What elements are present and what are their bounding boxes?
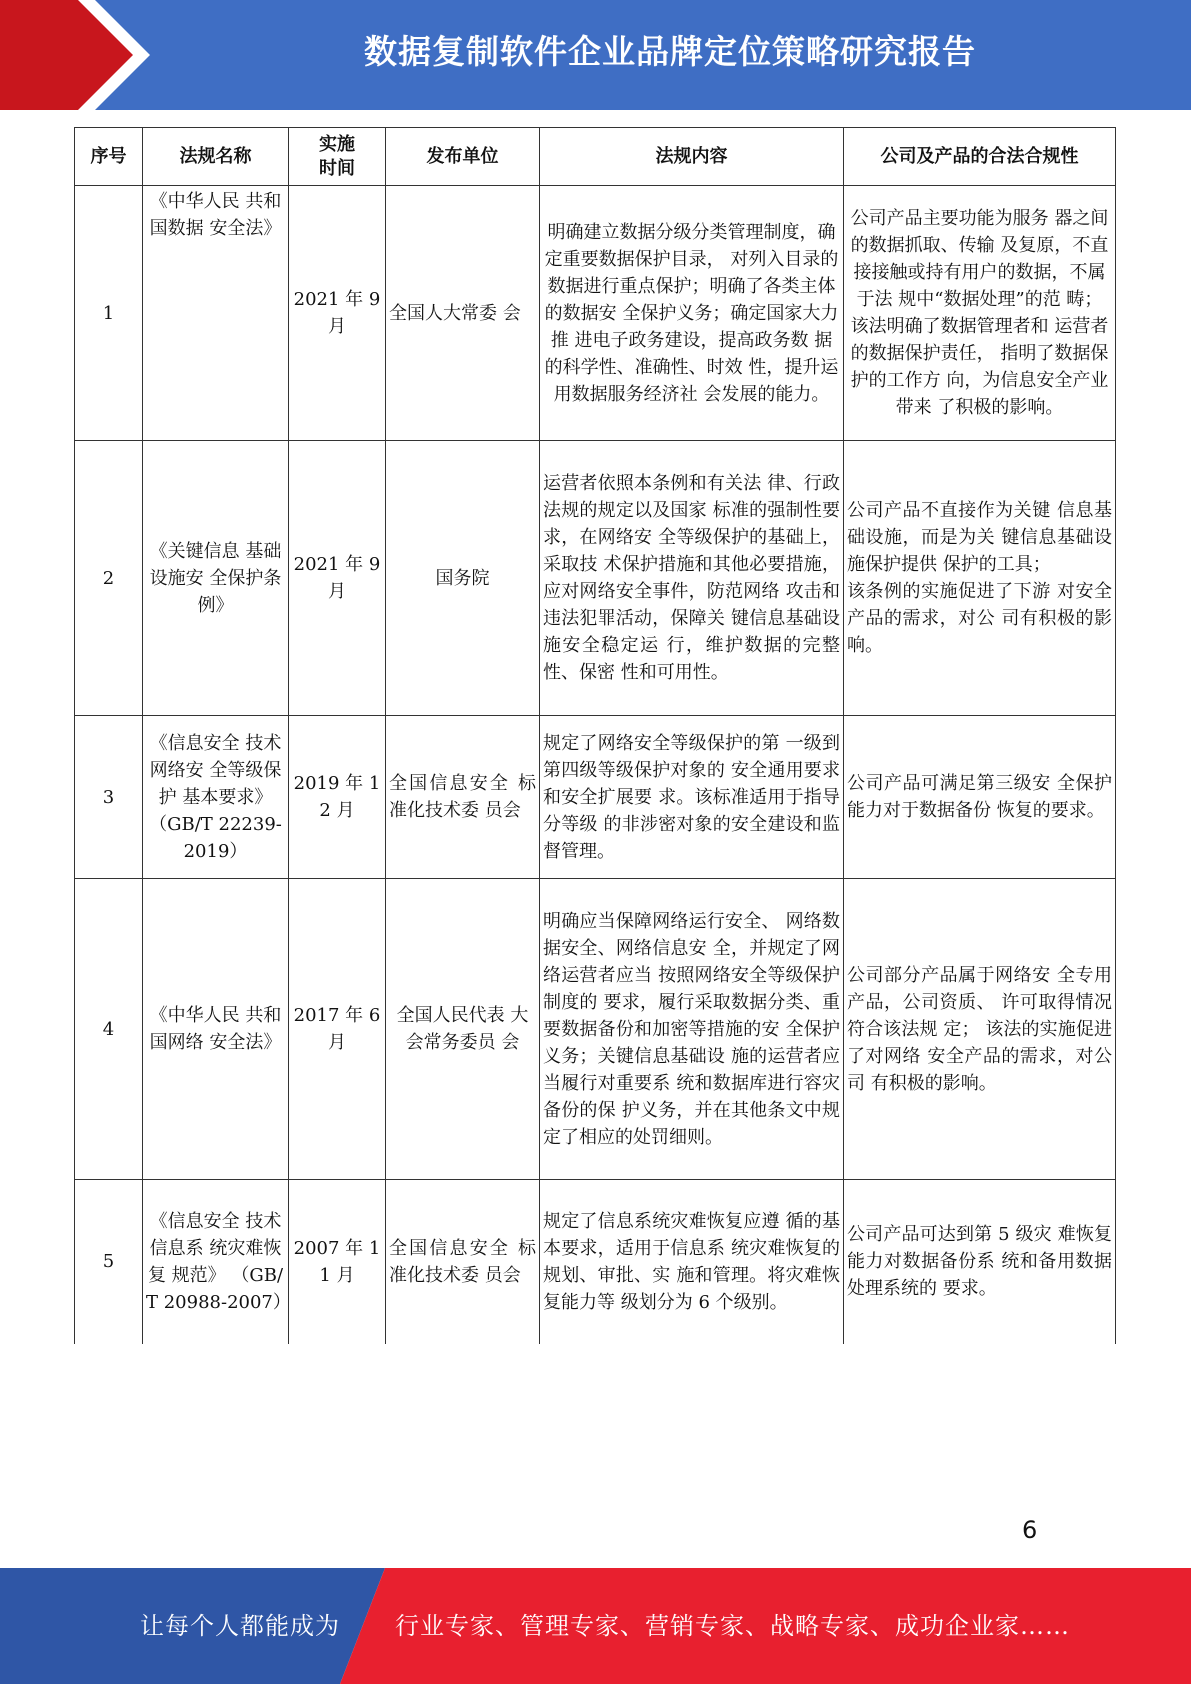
row-name: 《信息安全 技术网络安 全等级保护 基本要求》 （GB/T 22239-2019）: [143, 716, 289, 879]
table-row: [75, 1180, 1116, 1344]
row-issuer: 全国信息安全 标准化技术委 员会: [386, 1180, 540, 1344]
row-issuer: 国务院: [386, 441, 540, 716]
column-header-no: 序号: [75, 128, 143, 186]
table-row: [75, 441, 1116, 716]
column-header-date: [289, 128, 386, 186]
table-header-row: [75, 128, 1116, 186]
row-content: 规定了信息系统灾难恢复应遵 循的基本要求，适用于信息系 统灾难恢复的规划、审批、实 施和管理。将灾难恢复能力等 级划分为 6 个级别。: [540, 1180, 844, 1344]
row-compliance: [844, 441, 1116, 716]
table-row: [75, 186, 1116, 441]
row-no: 3: [75, 716, 143, 879]
footer-slogan-right: 行业专家、管理专家、营销专家、战略专家、成功企业家……: [395, 1612, 1070, 1640]
row-date: 2007 年 11 月: [289, 1180, 386, 1344]
row-name: 《中华人民 共和国网络 安全法》: [143, 879, 289, 1180]
column-header-compliance: 公司及产品的合法合规性: [844, 128, 1116, 186]
header-arrow-decoration: [0, 0, 150, 110]
footer-slogan-left: 让每个人都能成为: [140, 1612, 340, 1640]
row-content: 规定了网络安全等级保护的第 一级到第四级等级保护对象的 安全通用要求和安全扩展要 求。该标准适用于指导分等级 的非涉密对象的安全建设和监 督管理。: [540, 716, 844, 879]
regulations-table: [74, 127, 1116, 1344]
row-compliance: 公司产品可满足第三级安 全保护能力对于数据备份 恢复的要求。: [844, 716, 1116, 879]
row-issuer: 全国信息安全 标准化技术委 员会: [386, 716, 540, 879]
table-row: [75, 716, 1116, 879]
row-compliance-text: 公司产品不直接作为关键 信息基础设施，而是为关 键信息基础设施保护提供 保护的工具； 该条例的实施促进了下游 对安全产品的需求，对公 司有积极的影响。: [847, 500, 1112, 656]
row-compliance: 公司部分产品属于网络安 全专用产品，公司资质、 许可取得情况符合该法规 定； 该法的实施促进了对网络 安全产品的需求，对公司 有积极的影响。: [844, 879, 1116, 1180]
column-header-content: 法规内容: [540, 128, 844, 186]
row-no: 4: [75, 879, 143, 1180]
row-content: 明确应当保障网络运行安全、 网络数据安全、网络信息安 全，并规定了网络运营者应当 按照网络安全等级保护制度的 要求，履行采取数据分类、重 要数据备份和加密等措施的安 全保护义务；关键信息基础设 施的运营者应当履行对重要系 统和数据库进行容灾备份的保 护义务，并在其他条文中规定了相应的处罚细则。: [540, 879, 844, 1180]
row-date: 2019 年 12 月: [289, 716, 386, 879]
row-issuer: 全国人民代表 大会常务委员 会: [386, 879, 540, 1180]
row-date: 2017 年 6 月: [289, 879, 386, 1180]
row-no: 5: [75, 1180, 143, 1344]
row-date: 2021 年 9 月: [289, 441, 386, 716]
document-title: 数据复制软件企业品牌定位策略研究报告: [364, 32, 976, 71]
header-banner: [0, 0, 1191, 110]
row-name: 《信息安全 技术信息系 统灾难恢复 规范》 （GB/T 20988-2007）: [143, 1180, 289, 1344]
row-issuer: 全国人大常委 会: [386, 186, 540, 441]
row-no: 1: [75, 186, 143, 441]
column-header-date-text: 实施 时间: [319, 133, 355, 179]
row-name: 《中华人民 共和国数据 安全法》: [143, 186, 289, 441]
row-date: 2021 年 9 月: [289, 186, 386, 441]
row-content: 明确建立数据分级分类管理制度，确定重要数据保护目录， 对列入目录的数据进行重点保护；明确了各类主体的数据安 全保护义务；确定国家大力推 进电子政务建设，提高政务数 据的科学性、准确性、时效 性，提升运用数据服务经济社 会发展的能力。: [540, 186, 844, 441]
page-number: 6: [1022, 1516, 1038, 1544]
row-no: 2: [75, 441, 143, 716]
row-content: 运营者依照本条例和有关法 律、行政法规的规定以及国家 标准的强制性要求，在网络安 全等级保护的基础上，采取技 术保护措施和其他必要措施， 应对网络安全事件，防范网络 攻击和违法犯罪活动，保障关 键信息基础设施安全稳定运 行，维护数据的完整性、保密 性和可用性。: [540, 441, 844, 716]
column-header-issuer: 发布单位: [386, 128, 540, 186]
row-compliance: 公司产品主要功能为服务 器之间的数据抓取、传输 及复原，不直接接触或持有用户的数据，不属于法 规中“数据处理”的范 畴； 该法明确了数据管理者和 运营者的数据保护责任， 指明了数据保护的工作方 向，为信息安全产业带来 了积极的影响。: [844, 186, 1116, 441]
footer-banner: [0, 1568, 1191, 1684]
row-compliance: 公司产品可达到第 5 级灾 难恢复能力对数据备份系 统和备用数据处理系统的 要求。: [844, 1180, 1116, 1344]
row-name: 《关键信息 基础设施安 全保护条 例》: [143, 441, 289, 716]
table-row: [75, 879, 1116, 1180]
column-header-name: 法规名称: [143, 128, 289, 186]
